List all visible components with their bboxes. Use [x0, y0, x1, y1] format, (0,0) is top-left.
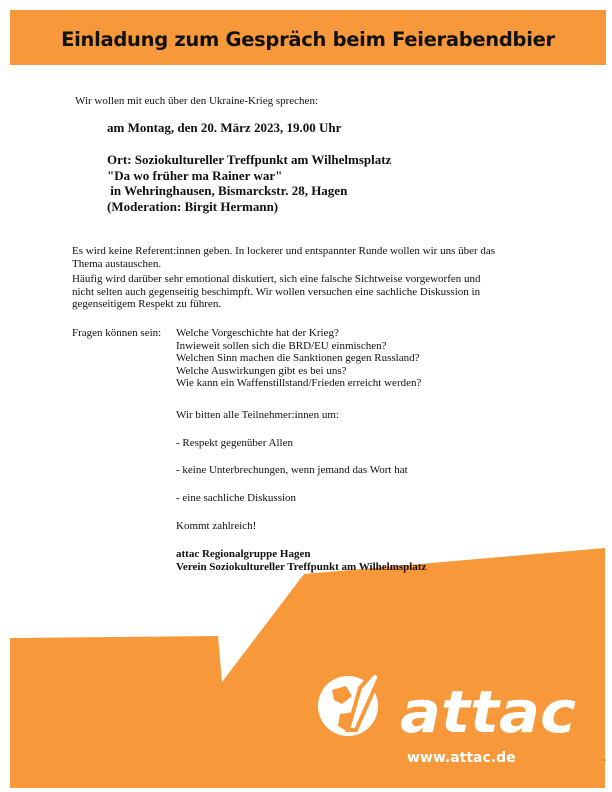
- footer-url[interactable]: www.attac.de: [407, 750, 516, 766]
- location-line: "Da wo früher ma Rainer war": [107, 167, 283, 183]
- location-line: in Wehringhausen, Bismarckstr. 28, Hagen: [107, 183, 348, 198]
- attac-logo: [312, 668, 582, 748]
- paragraph-discussion: [72, 273, 542, 311]
- paragraph-line: gegenseitigem Respekt zu führen.: [72, 298, 222, 310]
- page-title: Einladung zum Gespräch beim Feierabendbier: [61, 28, 555, 51]
- closing-text: Kommt zahlreich!: [176, 520, 257, 532]
- globe-icon: [318, 672, 380, 736]
- paragraph-line: Es wird keine Referent:innen geben. In lockerer und entspannter Runde wollen wir uns über das: [72, 245, 496, 257]
- paragraph-line: Thema austauschen.: [72, 257, 162, 270]
- question-item: Welche Auswirkungen gibt es bei uns?: [176, 364, 347, 377]
- intro-text: Wir wollen mit euch über den Ukraine-Krieg sprechen:: [75, 95, 318, 107]
- organizer-name: attac Regionalgruppe Hagen: [176, 548, 311, 560]
- event-location: [107, 152, 391, 214]
- questions-label: Fragen können sein:: [72, 327, 162, 339]
- question-item: Welchen Sinn machen die Sanktionen gegen Russland?: [176, 352, 420, 364]
- question-item: Inwieweit sollen sich die BRD/EU einmischen?: [176, 339, 387, 352]
- request-item: - eine sachliche Diskussion: [176, 492, 297, 504]
- paragraph-line: Häufig wird darüber sehr emotional diskutiert, sich eine falsche Sichtweise vorgeworfen und: [72, 273, 481, 285]
- paragraph-no-speakers: [72, 245, 542, 270]
- request-item: - Respekt gegenüber Allen: [176, 437, 293, 449]
- event-date: am Montag, den 20. März 2023, 19.00 Uhr: [107, 120, 342, 135]
- questions-list: [176, 327, 421, 390]
- question-item: Welche Vorgeschichte hat der Krieg?: [176, 327, 339, 339]
- attac-logo-text: attac: [400, 678, 576, 746]
- location-line: Ort: Soziokultureller Treffpunkt am Wilhelmsplatz: [107, 152, 392, 167]
- organizer-name: Verein Soziokultureller Treffpunkt am Wilhelmsplatz: [176, 560, 427, 573]
- location-line: (Moderation: Birgit Hermann): [107, 198, 279, 214]
- organizers: [176, 548, 426, 573]
- question-item: Wie kann ein Waffenstillstand/Frieden erreicht werden?: [176, 377, 422, 389]
- header: [10, 10, 606, 65]
- request-item: - keine Unterbrechungen, wenn jemand das Wort hat: [176, 464, 408, 476]
- paragraph-line: nicht selten auch gegenseitig beschimpft. Wir wollen versuchen eine sachliche Diskussion in: [72, 285, 481, 298]
- corner-mark: a: [604, 757, 606, 762]
- requests-intro: Wir bitten alle Teilnehmer:innen um:: [176, 409, 339, 421]
